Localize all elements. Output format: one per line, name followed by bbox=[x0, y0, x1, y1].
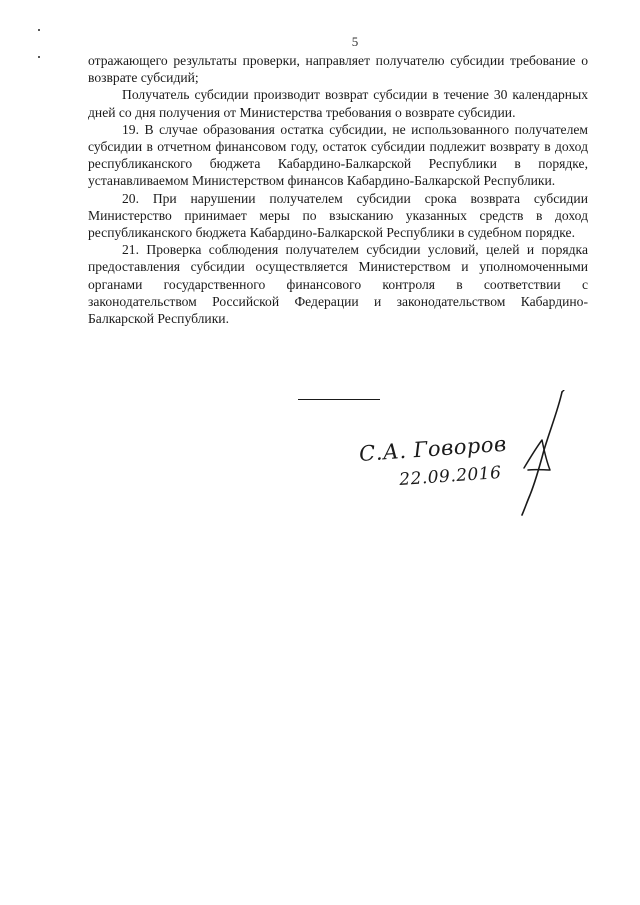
margin-mark bbox=[38, 56, 40, 58]
signature-date: 22.09.2016 bbox=[398, 462, 503, 490]
paragraph-refund-term: Получатель субсидии производит возврат субсидии в течение 30 календарных дней со дня получения от Министерства требования о возврате субсидии. bbox=[88, 87, 588, 120]
paragraph-continuation: отражающего результаты проверки, направляет получателю субсидии требование о возврате субсидий; bbox=[88, 53, 588, 86]
document-body bbox=[88, 52, 588, 327]
margin-mark bbox=[38, 29, 40, 31]
signature-scribble-icon bbox=[500, 390, 580, 520]
signature-block bbox=[360, 420, 580, 520]
end-divider bbox=[298, 399, 380, 400]
signature-name: С.А. Говоров bbox=[358, 431, 508, 466]
paragraph-19: 19. В случае образования остатка субсидии, не использованного получателем субсидии в отчетном финансовом году, остаток субсидии подлежит возврату в доход республиканского бюджета Кабардино-Балкарской Республики в порядке, устанавливаемом Министерством финансов Кабардино-Балкарской Республики. bbox=[88, 121, 588, 189]
paragraph-20: 20. При нарушении получателем субсидии срока возврата субсидии Министерство принимает меры по взысканию указанных средств в доход республиканского бюджета Кабардино-Балкарской Республики в судебном порядке. bbox=[88, 190, 588, 241]
paragraph-21: 21. Проверка соблюдения получателем субсидии условий, целей и порядка предоставления субсидии осуществляется Министерством и уполномоченными органами государственного финансового контроля в соответствии с законодательством Российской Федерации и законодательством Кабардино-Балкарской Республики. bbox=[88, 242, 588, 327]
page-number: 5 bbox=[351, 34, 359, 49]
